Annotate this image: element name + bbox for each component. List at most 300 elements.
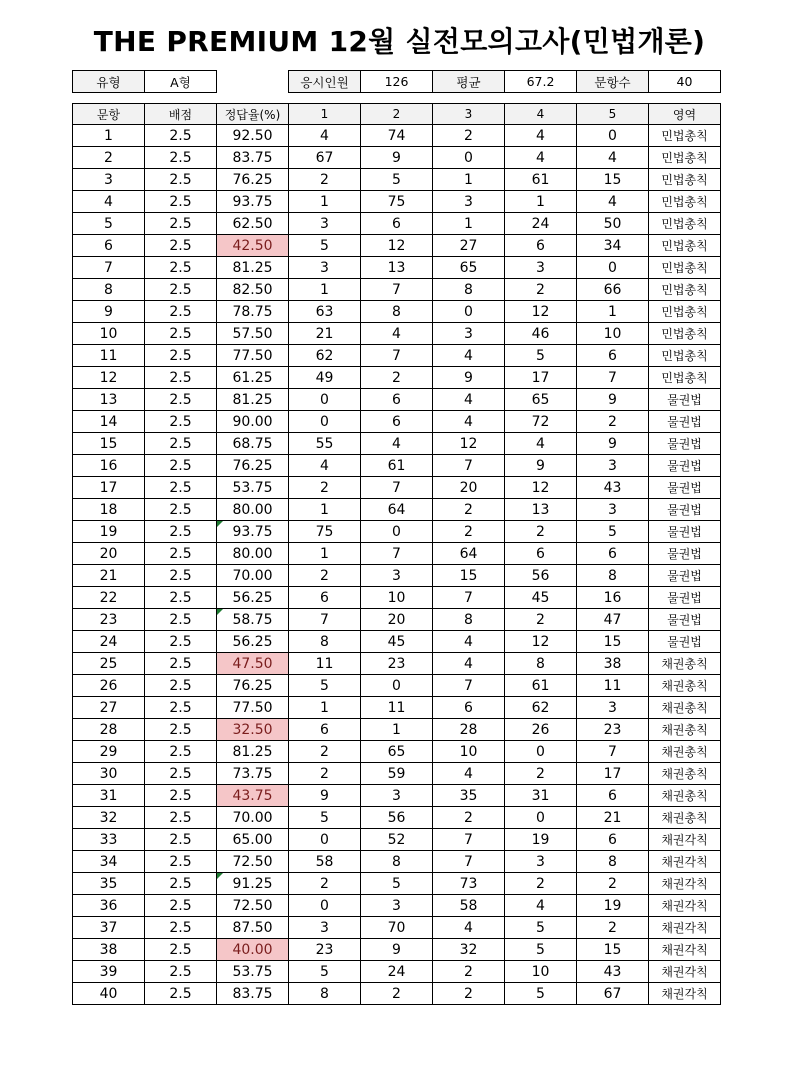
- correct-rate-cell: 62.50: [217, 213, 289, 235]
- table-row: [73, 873, 721, 895]
- correct-rate-cell: 80.00: [217, 499, 289, 521]
- choice-1-count-cell: 2: [289, 169, 361, 191]
- header-choice-3: 3: [433, 104, 505, 125]
- choice-3-count-cell: 32: [433, 939, 505, 961]
- choice-4-count-cell: 62: [505, 697, 577, 719]
- area-cell: 민법총칙: [649, 125, 721, 147]
- choice-5-count-cell: 11: [577, 675, 649, 697]
- score-cell: 2.5: [145, 961, 217, 983]
- score-cell: 2.5: [145, 411, 217, 433]
- choice-4-count-cell: 0: [505, 807, 577, 829]
- question-number-cell: 16: [73, 455, 145, 477]
- choice-1-count-cell: 2: [289, 741, 361, 763]
- choice-3-count-cell: 0: [433, 301, 505, 323]
- correct-rate-cell: 65.00: [217, 829, 289, 851]
- score-cell: 2.5: [145, 939, 217, 961]
- choice-4-count-cell: 2: [505, 279, 577, 301]
- choice-4-count-cell: 3: [505, 257, 577, 279]
- area-cell: 민법총칙: [649, 213, 721, 235]
- choice-5-count-cell: 4: [577, 191, 649, 213]
- choice-2-count-cell: 56: [361, 807, 433, 829]
- question-number-cell: 26: [73, 675, 145, 697]
- score-cell: 2.5: [145, 675, 217, 697]
- choice-4-count-cell: 26: [505, 719, 577, 741]
- correct-rate-cell: 81.25: [217, 257, 289, 279]
- header-area: 영역: [649, 104, 721, 125]
- score-cell: 2.5: [145, 587, 217, 609]
- choice-5-count-cell: 19: [577, 895, 649, 917]
- choice-3-count-cell: 2: [433, 125, 505, 147]
- area-cell: 민법총칙: [649, 191, 721, 213]
- choice-1-count-cell: 5: [289, 235, 361, 257]
- table-row: [73, 345, 721, 367]
- choice-5-count-cell: 6: [577, 345, 649, 367]
- area-cell: 민법총칙: [649, 301, 721, 323]
- area-cell: 채권총칙: [649, 719, 721, 741]
- table-row: [73, 763, 721, 785]
- choice-3-count-cell: 27: [433, 235, 505, 257]
- question-number-cell: 35: [73, 873, 145, 895]
- correct-rate-cell: 68.75: [217, 433, 289, 455]
- choice-4-count-cell: 5: [505, 917, 577, 939]
- choice-1-count-cell: 2: [289, 565, 361, 587]
- choice-1-count-cell: 8: [289, 631, 361, 653]
- area-cell: 물권법: [649, 455, 721, 477]
- choice-4-count-cell: 4: [505, 895, 577, 917]
- table-row: [73, 983, 721, 1005]
- area-cell: 채권총칙: [649, 653, 721, 675]
- table-row: [73, 323, 721, 345]
- correct-rate-cell: 73.75: [217, 763, 289, 785]
- question-number-cell: 36: [73, 895, 145, 917]
- choice-5-count-cell: 7: [577, 741, 649, 763]
- choice-3-count-cell: 2: [433, 961, 505, 983]
- question-number-cell: 30: [73, 763, 145, 785]
- choice-4-count-cell: 61: [505, 675, 577, 697]
- choice-3-count-cell: 28: [433, 719, 505, 741]
- correct-rate-cell: 80.00: [217, 543, 289, 565]
- area-cell: 채권각칙: [649, 851, 721, 873]
- choice-2-count-cell: 74: [361, 125, 433, 147]
- choice-5-count-cell: 10: [577, 323, 649, 345]
- choice-3-count-cell: 4: [433, 631, 505, 653]
- choice-5-count-cell: 16: [577, 587, 649, 609]
- choice-3-count-cell: 2: [433, 807, 505, 829]
- area-cell: 물권법: [649, 477, 721, 499]
- choice-2-count-cell: 8: [361, 851, 433, 873]
- question-number-cell: 5: [73, 213, 145, 235]
- choice-2-count-cell: 3: [361, 565, 433, 587]
- choice-4-count-cell: 0: [505, 741, 577, 763]
- choice-4-count-cell: 72: [505, 411, 577, 433]
- header-score: 배점: [145, 104, 217, 125]
- score-cell: 2.5: [145, 257, 217, 279]
- choice-1-count-cell: 9: [289, 785, 361, 807]
- area-cell: 민법총칙: [649, 235, 721, 257]
- choice-4-count-cell: 10: [505, 961, 577, 983]
- choice-1-count-cell: 2: [289, 873, 361, 895]
- area-cell: 채권총칙: [649, 807, 721, 829]
- choice-5-count-cell: 34: [577, 235, 649, 257]
- choice-5-count-cell: 3: [577, 697, 649, 719]
- correct-rate-cell: 53.75: [217, 477, 289, 499]
- correct-rate-cell: 42.50: [217, 235, 289, 257]
- choice-5-count-cell: 0: [577, 125, 649, 147]
- correct-rate-cell: 77.50: [217, 697, 289, 719]
- score-cell: 2.5: [145, 169, 217, 191]
- choice-1-count-cell: 55: [289, 433, 361, 455]
- type-value: A형: [145, 71, 217, 93]
- score-cell: 2.5: [145, 631, 217, 653]
- choice-2-count-cell: 0: [361, 521, 433, 543]
- choice-1-count-cell: 6: [289, 719, 361, 741]
- choice-3-count-cell: 7: [433, 851, 505, 873]
- correct-rate-cell: 70.00: [217, 807, 289, 829]
- choice-3-count-cell: 6: [433, 697, 505, 719]
- choice-1-count-cell: 0: [289, 829, 361, 851]
- score-cell: 2.5: [145, 697, 217, 719]
- question-number-cell: 8: [73, 279, 145, 301]
- area-cell: 민법총칙: [649, 169, 721, 191]
- exam-info-table: [72, 70, 721, 93]
- type-label: 유형: [73, 71, 145, 93]
- choice-5-count-cell: 9: [577, 389, 649, 411]
- table-row: [73, 895, 721, 917]
- choice-3-count-cell: 2: [433, 521, 505, 543]
- choice-2-count-cell: 0: [361, 675, 433, 697]
- question-count-label: 문항수: [577, 71, 649, 93]
- question-number-cell: 9: [73, 301, 145, 323]
- choice-5-count-cell: 5: [577, 521, 649, 543]
- question-number-cell: 28: [73, 719, 145, 741]
- correct-rate-cell: 82.50: [217, 279, 289, 301]
- results-table: [72, 103, 721, 1005]
- choice-1-count-cell: 1: [289, 191, 361, 213]
- choice-1-count-cell: 3: [289, 257, 361, 279]
- question-number-cell: 34: [73, 851, 145, 873]
- choice-3-count-cell: 10: [433, 741, 505, 763]
- question-number-cell: 19: [73, 521, 145, 543]
- correct-rate-cell: 81.25: [217, 389, 289, 411]
- score-cell: 2.5: [145, 499, 217, 521]
- area-cell: 채권총칙: [649, 763, 721, 785]
- table-row: [73, 631, 721, 653]
- table-row: [73, 389, 721, 411]
- choice-1-count-cell: 1: [289, 697, 361, 719]
- correct-rate-cell: 76.25: [217, 169, 289, 191]
- choice-2-count-cell: 8: [361, 301, 433, 323]
- choice-3-count-cell: 4: [433, 389, 505, 411]
- choice-3-count-cell: 7: [433, 587, 505, 609]
- choice-2-count-cell: 6: [361, 213, 433, 235]
- choice-5-count-cell: 43: [577, 961, 649, 983]
- correct-rate-cell: 81.25: [217, 741, 289, 763]
- choice-5-count-cell: 3: [577, 499, 649, 521]
- table-row: [73, 939, 721, 961]
- correct-rate-cell: 83.75: [217, 147, 289, 169]
- choice-2-count-cell: 13: [361, 257, 433, 279]
- choice-4-count-cell: 31: [505, 785, 577, 807]
- choice-3-count-cell: 58: [433, 895, 505, 917]
- choice-2-count-cell: 20: [361, 609, 433, 631]
- question-number-cell: 29: [73, 741, 145, 763]
- table-row: [73, 961, 721, 983]
- question-number-cell: 18: [73, 499, 145, 521]
- choice-1-count-cell: 8: [289, 983, 361, 1005]
- choice-2-count-cell: 5: [361, 169, 433, 191]
- correct-rate-cell: 76.25: [217, 455, 289, 477]
- choice-2-count-cell: 61: [361, 455, 433, 477]
- area-cell: 채권각칙: [649, 961, 721, 983]
- table-row: [73, 169, 721, 191]
- score-cell: 2.5: [145, 763, 217, 785]
- area-cell: 채권총칙: [649, 675, 721, 697]
- choice-3-count-cell: 65: [433, 257, 505, 279]
- choice-5-count-cell: 4: [577, 147, 649, 169]
- comment-indicator-icon[interactable]: [217, 873, 223, 879]
- area-cell: 민법총칙: [649, 147, 721, 169]
- choice-1-count-cell: 1: [289, 279, 361, 301]
- choice-4-count-cell: 2: [505, 521, 577, 543]
- question-number-cell: 11: [73, 345, 145, 367]
- choice-2-count-cell: 2: [361, 367, 433, 389]
- choice-5-count-cell: 6: [577, 785, 649, 807]
- area-cell: 채권각칙: [649, 829, 721, 851]
- choice-1-count-cell: 7: [289, 609, 361, 631]
- question-number-cell: 22: [73, 587, 145, 609]
- choice-3-count-cell: 1: [433, 213, 505, 235]
- correct-rate-cell: 93.75: [217, 521, 289, 543]
- question-number-cell: 40: [73, 983, 145, 1005]
- area-cell: 민법총칙: [649, 323, 721, 345]
- question-number-cell: 37: [73, 917, 145, 939]
- question-number-cell: 13: [73, 389, 145, 411]
- choice-2-count-cell: 64: [361, 499, 433, 521]
- question-number-cell: 25: [73, 653, 145, 675]
- choice-5-count-cell: 1: [577, 301, 649, 323]
- table-row: [73, 851, 721, 873]
- choice-3-count-cell: 2: [433, 499, 505, 521]
- choice-1-count-cell: 62: [289, 345, 361, 367]
- score-cell: 2.5: [145, 433, 217, 455]
- question-number-cell: 21: [73, 565, 145, 587]
- score-cell: 2.5: [145, 895, 217, 917]
- average-label: 평균: [433, 71, 505, 93]
- score-cell: 2.5: [145, 785, 217, 807]
- choice-1-count-cell: 4: [289, 125, 361, 147]
- area-cell: 채권총칙: [649, 741, 721, 763]
- question-number-cell: 23: [73, 609, 145, 631]
- choice-5-count-cell: 8: [577, 565, 649, 587]
- correct-rate-cell: 90.00: [217, 411, 289, 433]
- choice-3-count-cell: 3: [433, 191, 505, 213]
- comment-indicator-icon[interactable]: [217, 521, 223, 527]
- table-row: [73, 719, 721, 741]
- score-cell: 2.5: [145, 807, 217, 829]
- choice-2-count-cell: 52: [361, 829, 433, 851]
- score-cell: 2.5: [145, 389, 217, 411]
- question-number-cell: 3: [73, 169, 145, 191]
- comment-indicator-icon[interactable]: [217, 609, 223, 615]
- correct-rate-cell: 57.50: [217, 323, 289, 345]
- area-cell: 물권법: [649, 587, 721, 609]
- correct-rate-cell: 78.75: [217, 301, 289, 323]
- question-count-value: 40: [649, 71, 721, 93]
- correct-rate-cell: 56.25: [217, 587, 289, 609]
- choice-3-count-cell: 7: [433, 829, 505, 851]
- choice-5-count-cell: 15: [577, 631, 649, 653]
- score-cell: 2.5: [145, 719, 217, 741]
- examinees-label: 응시인원: [289, 71, 361, 93]
- header-choice-4: 4: [505, 104, 577, 125]
- choice-3-count-cell: 7: [433, 675, 505, 697]
- choice-5-count-cell: 67: [577, 983, 649, 1005]
- choice-1-count-cell: 0: [289, 411, 361, 433]
- choice-5-count-cell: 6: [577, 829, 649, 851]
- examinees-value: 126: [361, 71, 433, 93]
- choice-3-count-cell: 20: [433, 477, 505, 499]
- question-number-cell: 15: [73, 433, 145, 455]
- question-number-cell: 39: [73, 961, 145, 983]
- choice-1-count-cell: 2: [289, 477, 361, 499]
- correct-rate-cell: 40.00: [217, 939, 289, 961]
- score-cell: 2.5: [145, 917, 217, 939]
- choice-5-count-cell: 50: [577, 213, 649, 235]
- choice-4-count-cell: 24: [505, 213, 577, 235]
- choice-2-count-cell: 7: [361, 345, 433, 367]
- correct-rate-cell: 61.25: [217, 367, 289, 389]
- choice-3-count-cell: 35: [433, 785, 505, 807]
- area-cell: 채권각칙: [649, 983, 721, 1005]
- table-row: [73, 477, 721, 499]
- choice-4-count-cell: 4: [505, 125, 577, 147]
- choice-4-count-cell: 17: [505, 367, 577, 389]
- average-value: 67.2: [505, 71, 577, 93]
- area-cell: 채권각칙: [649, 873, 721, 895]
- choice-1-count-cell: 63: [289, 301, 361, 323]
- choice-4-count-cell: 6: [505, 543, 577, 565]
- choice-2-count-cell: 23: [361, 653, 433, 675]
- table-row: [73, 213, 721, 235]
- area-cell: 물권법: [649, 499, 721, 521]
- table-row: [73, 433, 721, 455]
- choice-5-count-cell: 8: [577, 851, 649, 873]
- choice-2-count-cell: 65: [361, 741, 433, 763]
- choice-3-count-cell: 3: [433, 323, 505, 345]
- question-number-cell: 6: [73, 235, 145, 257]
- question-number-cell: 17: [73, 477, 145, 499]
- choice-2-count-cell: 4: [361, 433, 433, 455]
- score-cell: 2.5: [145, 741, 217, 763]
- choice-4-count-cell: 45: [505, 587, 577, 609]
- area-cell: 민법총칙: [649, 279, 721, 301]
- choice-4-count-cell: 1: [505, 191, 577, 213]
- choice-1-count-cell: 6: [289, 587, 361, 609]
- header-question: 문항: [73, 104, 145, 125]
- choice-5-count-cell: 7: [577, 367, 649, 389]
- correct-rate-cell: 56.25: [217, 631, 289, 653]
- table-row: [73, 697, 721, 719]
- choice-2-count-cell: 3: [361, 785, 433, 807]
- score-cell: 2.5: [145, 983, 217, 1005]
- choice-3-count-cell: 7: [433, 455, 505, 477]
- score-cell: 2.5: [145, 301, 217, 323]
- table-row: [73, 367, 721, 389]
- choice-1-count-cell: 2: [289, 763, 361, 785]
- table-row: [73, 257, 721, 279]
- score-cell: 2.5: [145, 653, 217, 675]
- choice-4-count-cell: 12: [505, 631, 577, 653]
- choice-5-count-cell: 2: [577, 411, 649, 433]
- correct-rate-cell: 43.75: [217, 785, 289, 807]
- choice-2-count-cell: 7: [361, 279, 433, 301]
- choice-5-count-cell: 47: [577, 609, 649, 631]
- choice-3-count-cell: 4: [433, 653, 505, 675]
- choice-2-count-cell: 6: [361, 411, 433, 433]
- choice-5-count-cell: 15: [577, 939, 649, 961]
- table-row: [73, 565, 721, 587]
- score-cell: 2.5: [145, 609, 217, 631]
- area-cell: 물권법: [649, 631, 721, 653]
- choice-5-count-cell: 2: [577, 873, 649, 895]
- correct-rate-cell: 53.75: [217, 961, 289, 983]
- question-number-cell: 32: [73, 807, 145, 829]
- choice-2-count-cell: 45: [361, 631, 433, 653]
- choice-4-count-cell: 61: [505, 169, 577, 191]
- score-cell: 2.5: [145, 477, 217, 499]
- question-number-cell: 4: [73, 191, 145, 213]
- correct-rate-cell: 92.50: [217, 125, 289, 147]
- score-cell: 2.5: [145, 851, 217, 873]
- choice-2-count-cell: 10: [361, 587, 433, 609]
- choice-5-count-cell: 2: [577, 917, 649, 939]
- choice-4-count-cell: 9: [505, 455, 577, 477]
- choice-2-count-cell: 12: [361, 235, 433, 257]
- area-cell: 민법총칙: [649, 345, 721, 367]
- choice-4-count-cell: 12: [505, 301, 577, 323]
- choice-3-count-cell: 4: [433, 345, 505, 367]
- choice-3-count-cell: 4: [433, 917, 505, 939]
- choice-4-count-cell: 5: [505, 939, 577, 961]
- table-row: [73, 521, 721, 543]
- question-number-cell: 27: [73, 697, 145, 719]
- correct-rate-cell: 91.25: [217, 873, 289, 895]
- area-cell: 물권법: [649, 411, 721, 433]
- table-row: [73, 675, 721, 697]
- choice-2-count-cell: 11: [361, 697, 433, 719]
- choice-3-count-cell: 4: [433, 411, 505, 433]
- score-cell: 2.5: [145, 565, 217, 587]
- choice-5-count-cell: 23: [577, 719, 649, 741]
- correct-rate-cell: 72.50: [217, 851, 289, 873]
- choice-4-count-cell: 5: [505, 983, 577, 1005]
- header-choice-1: 1: [289, 104, 361, 125]
- question-number-cell: 33: [73, 829, 145, 851]
- area-cell: 민법총칙: [649, 257, 721, 279]
- choice-5-count-cell: 15: [577, 169, 649, 191]
- correct-rate-cell: 70.00: [217, 565, 289, 587]
- score-cell: 2.5: [145, 873, 217, 895]
- correct-rate-cell: 93.75: [217, 191, 289, 213]
- page-title: THE PREMIUM 12월 실전모의고사(민법개론): [93, 25, 706, 58]
- choice-1-count-cell: 3: [289, 917, 361, 939]
- choice-4-count-cell: 2: [505, 609, 577, 631]
- table-row: [73, 455, 721, 477]
- choice-2-count-cell: 2: [361, 983, 433, 1005]
- choice-1-count-cell: 1: [289, 499, 361, 521]
- table-row: [73, 499, 721, 521]
- score-cell: 2.5: [145, 147, 217, 169]
